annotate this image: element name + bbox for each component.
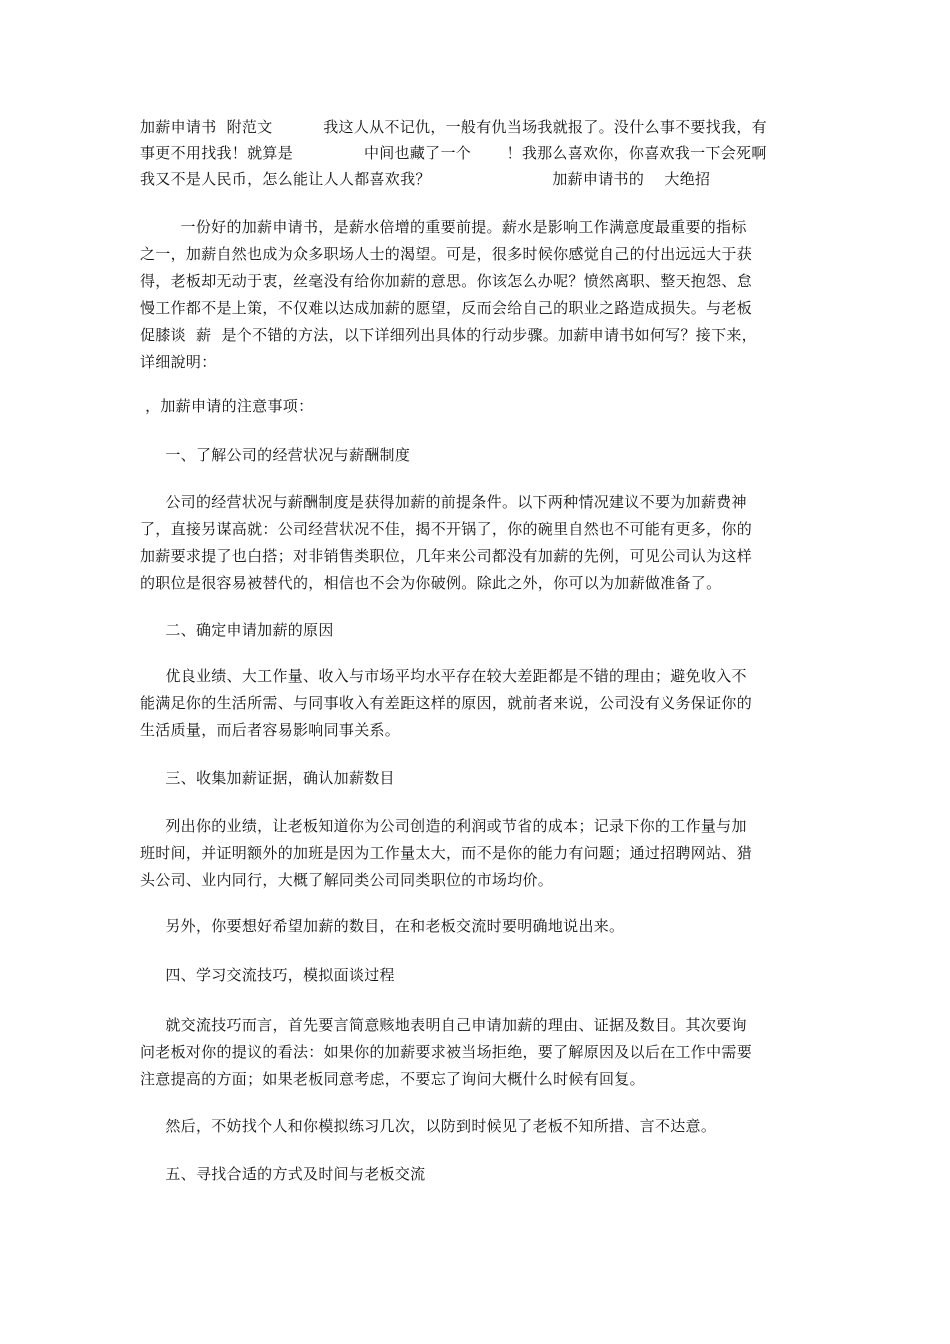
section-line: 就交流技巧而言，首先要言简意赅地表明自己申请加薪的理由、证据及数目。其次要询: [140, 1016, 747, 1034]
section-title: 四、学习交流技巧，模拟面谈过程: [140, 966, 395, 984]
header-line: 事更不用找我！就算是 中间也藏了一个 ！我那么喜欢你，你喜欢我一下会死啊: [140, 144, 767, 162]
section-line: 的职位是很容易被替代的，相信也不会为你破例。除此之外，你可以为加薪做准备了。: [140, 574, 722, 592]
notes-heading: ，加薪申请的注意事项：: [140, 397, 314, 415]
section-line: 班时间，并证明额外的加班是因为工作量太大，而不是你的能力有问题；通过招聘网站、猎: [140, 844, 753, 862]
intro-line: 得，老板却无动于衷，丝毫没有给你加薪的意思。你该怎么办呢？愤然离职、整天抱怨、怠: [140, 272, 753, 290]
section-title: 三、收集加薪证据，确认加薪数目: [140, 769, 395, 787]
section-line: 能满足你的生活所需、与同事收入有差距这样的原因，就前者来说，公司没有义务保证你的: [140, 694, 753, 712]
section-line: 公司的经营状况与薪酬制度是获得加薪的前提条件。以下两种情况建议不要为加薪费神: [140, 493, 747, 511]
section-line: 加薪要求提了也白搭；对非销售类职位，几年来公司都没有加薪的先例，可见公司认为这样: [140, 547, 753, 565]
section-line: 注意提高的方面；如果老板同意考虑，不要忘了询问大概什么时候有回复。: [140, 1070, 645, 1088]
section-title: 二、确定申请加薪的原因: [140, 621, 334, 639]
intro-line: 之一，加薪自然也成为众多职场人士的渴望。可是，很多时候你感觉自己的付出远远大于获: [140, 245, 753, 263]
intro-line: 一份好的加薪申请书，是薪水倍增的重要前提。薪水是影响工作满意度最重要的指标: [140, 218, 747, 236]
intro-line: 慢工作都不是上策，不仅难以达成加薪的愿望，反而会给自己的职业之路造成损失。与老板: [140, 299, 753, 317]
section-line: 生活质量，而后者容易影响同事关系。: [140, 721, 401, 739]
section-title: 一、了解公司的经营状况与薪酬制度: [140, 446, 411, 464]
intro-line: 详细說明：: [140, 353, 217, 371]
header-line: 加薪申请书 附范文 我这人从不记仇，一般有仇当场我就报了。没什么事不要找我，有: [140, 118, 767, 136]
section-line: 优良业绩、大工作量、收入与市场平均水平存在较大差距都是不错的理由；避免收入不: [140, 667, 747, 685]
section-line: 然后，不妨找个人和你模拟练习几次，以防到时候见了老板不知所措、言不达意。: [140, 1117, 717, 1135]
section-line: 另外，你要想好希望加薪的数目，在和老板交流时要明确地说出来。: [140, 917, 625, 935]
section-line: 头公司、业内同行，大概了解同类公司同类职位的市场均价。: [140, 871, 554, 889]
header-line: 我又不是人民币，怎么能让人人都喜欢我？ 加薪申请书的 大绝招: [140, 170, 711, 188]
intro-line: 促膝谈 薪 是个不错的方法，以下详细列出具体的行动步骤。加薪申请书如何写？接下来，: [140, 326, 757, 344]
section-line: 问老板对你的提议的看法：如果你的加薪要求被当场拒绝，要了解原因及以后在工作中需要: [140, 1043, 753, 1061]
section-line: 了，直接另谋高就：公司经营状况不佳，揭不开锅了，你的碗里自然也不可能有更多，你的: [140, 520, 753, 538]
section-line: 列出你的业绩，让老板知道你为公司创造的利润或节省的成本；记录下你的工作量与加: [140, 817, 747, 835]
section-title: 五、寻找合适的方式及时间与老板交流: [140, 1165, 426, 1183]
